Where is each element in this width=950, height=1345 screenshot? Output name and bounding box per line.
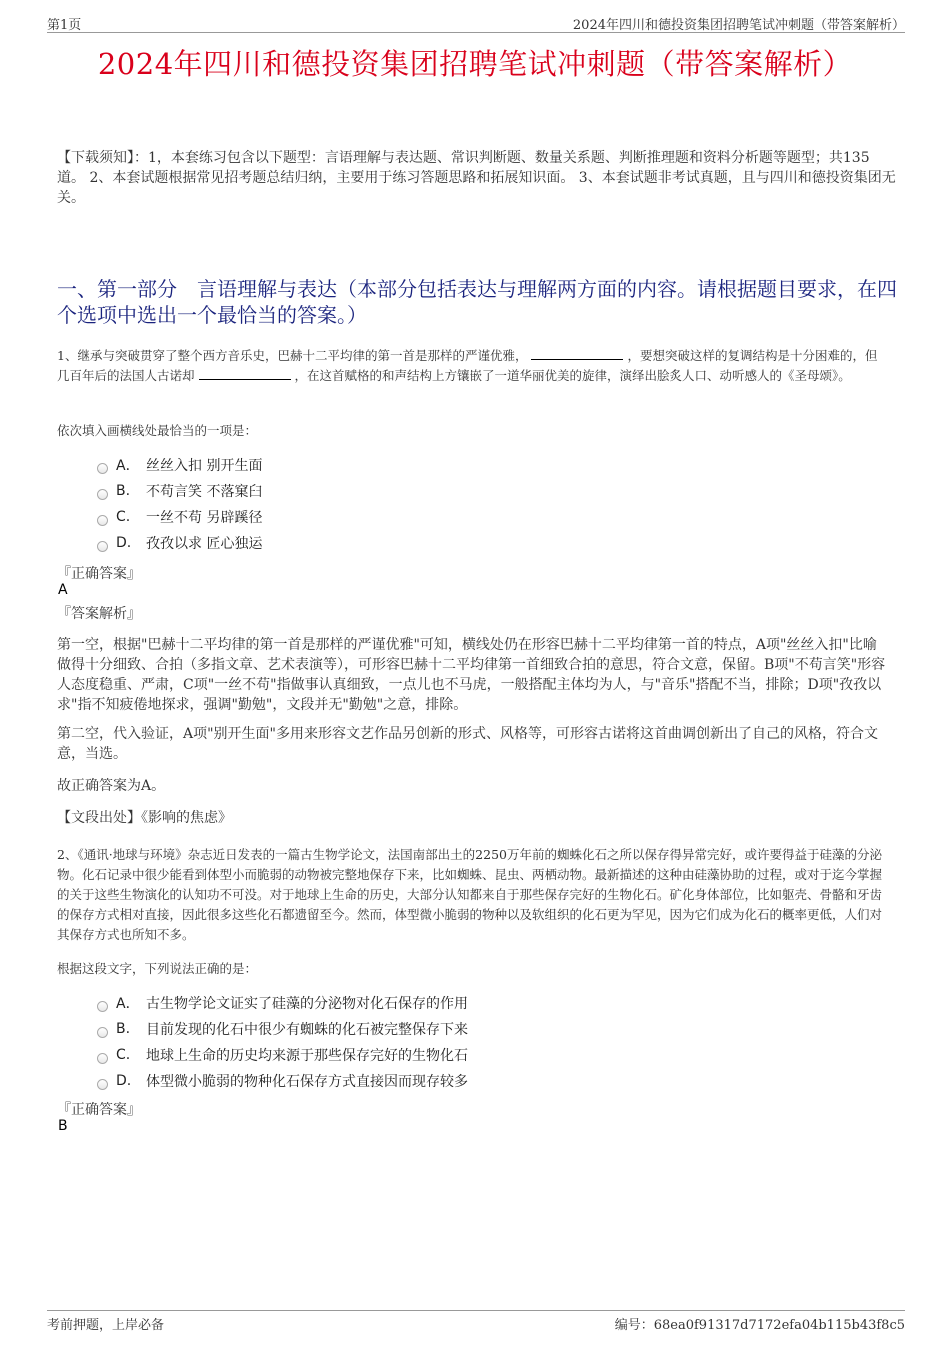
option-text: 一丝不苟 另辟蹊径 (146, 510, 263, 526)
stem-text: 1、继承与突破贯穿了整个西方音乐史，巴赫十二平均律的第一首是那样的严谨优雅， (57, 348, 528, 363)
analysis-conclusion: 故正确答案为A。 (57, 778, 166, 794)
stem-text: ，在这首赋格的和声结构上方镶嵌了一道华丽优美的旋律，演绎出脍炙人口、动听感人的《圣母颂》。 (294, 368, 851, 383)
correct-answer: A (58, 582, 68, 598)
radio-icon[interactable] (97, 1001, 108, 1012)
option-b[interactable] (97, 1016, 597, 1042)
question-2-stem: 2、《通讯·地球与环境》杂志近日发表的一篇古生物学论文，法国南部出土的2250万年前的蜘蛛化石之所以保存得异常完好，或许要得益于硅藻的分泌物。化石记录中很少能看到体型小而脆弱的动物被完整地保存下来，比如蜘蛛、昆虫、两栖动物。最新描述的这种由硅藻协助的过程，或对于迄今掌握的关于这些生物演化的认知功不可没。对于地球上生命的历史，大部分认知都来自于那些保存完好的生物化石。矿化身体部位，比如躯壳、骨骼和牙齿的保存方式相对直接，因此很多这些化石都遗留至今。然而，体型微小脆弱的物种以及软组织的化石更为罕见，因为它们成为化石的概率更低，人们对其保存方式也所知不多。 (57, 847, 883, 942)
option-letter: A． (116, 458, 140, 474)
fill-blank-2 (199, 367, 291, 380)
option-c[interactable] (97, 504, 597, 530)
option-text: 目前发现的化石中很少有蜘蛛的化石被完整保存下来 (146, 1022, 468, 1038)
option-text: 丝丝入扣 别开生面 (146, 458, 263, 474)
option-letter: B. (116, 1021, 131, 1037)
option-b[interactable] (97, 478, 597, 504)
radio-icon[interactable] (97, 489, 108, 500)
radio-icon[interactable] (97, 463, 108, 474)
option-letter: C. (116, 1047, 131, 1063)
stem-text: ，要想突破这样的复调结构是十分困难的，但几百年后的法国人古诺却 (57, 348, 878, 383)
question-2-options (97, 990, 597, 1094)
option-text: 古生物学论文证实了硅藻的分泌物对化石保存的作用 (146, 996, 468, 1012)
analysis-label: 『答案解析』 (57, 606, 141, 622)
option-text: 不苟言笑 不落窠臼 (146, 484, 263, 500)
footer-slogan: 考前押题，上岸必备 (47, 1318, 165, 1333)
radio-icon[interactable] (97, 1079, 108, 1090)
option-letter: D. (116, 535, 132, 551)
document-title: 2024年四川和德投资集团招聘笔试冲刺题（带答案解析） (97, 47, 853, 81)
option-letter: C. (116, 509, 131, 525)
fill-blank-1 (531, 347, 623, 360)
section-title: 一、第一部分 言语理解与表达（本部分包括表达与理解两方面的内容。请根据题目要求，在四个选项中选出一个最恰当的答案。） (57, 277, 897, 327)
page-header (47, 12, 905, 33)
question-1-prompt: 依次填入画横线处最恰当的一项是： (57, 423, 258, 438)
option-text: 孜孜以求 匠心独运 (146, 536, 263, 552)
analysis-paragraph-1: 第一空，根据"巴赫十二平均律的第一首是那样的严谨优雅"可知，横线处仍在形容巴赫十二平均律第一首的特点，A项"丝丝入扣"比喻做得十分细致、合拍（多指文章、艺术表演等），可形容巴赫十二平均律第一首细致合拍的意思，符合文意，保留。B项"不苟言笑"形容人态度稳重、严肃，C项"一丝不苟"指做事认真细致，一点儿也不马虎，一般搭配主体均为人，与"音乐"搭配不当，排除；D项"孜孜以求"指不知疲倦地探求，强调"勤勉"，文段并无"勤勉"之意，排除。 (57, 637, 886, 713)
header-doc-title: 2024年四川和德投资集团招聘笔试冲刺题（带答案解析） (572, 18, 905, 33)
correct-answer: B (58, 1118, 68, 1134)
option-d[interactable] (97, 530, 597, 556)
option-letter: B. (116, 483, 131, 499)
correct-answer-label: 『正确答案』 (57, 566, 141, 582)
option-text: 体型微小脆弱的物种化石保存方式直接因而现存较多 (146, 1074, 468, 1090)
option-text: 地球上生命的历史均来源于那些保存完好的生物化石 (146, 1048, 468, 1064)
passage-source: 【文段出处】《影响的焦虑》 (57, 810, 232, 826)
radio-icon[interactable] (97, 1053, 108, 1064)
analysis-paragraph-2: 第二空，代入验证，A项"别开生面"多用来形容文艺作品另创新的形式、风格等，可形容古诺将这首曲调创新出了自己的风格，符合文意，当选。 (57, 726, 878, 762)
option-letter: D. (116, 1073, 132, 1089)
document-serial: 编号：68ea0f91317d7172efa04b115b43f8c5 (614, 1318, 905, 1333)
question-1-stem (57, 346, 887, 386)
option-c[interactable] (97, 1042, 597, 1068)
download-notice: 【下载须知】：1，本套练习包含以下题型：言语理解与表达题、常识判断题、数量关系题、判断推理题和资料分析题等题型；共135道。 2、本套试题根据常见招考题总结归纳，主要用于练习答题思路和拓展知识面。 3、本套试题非考试真题，且与四川和德投资集团无关。 (57, 150, 896, 206)
option-a[interactable] (97, 452, 597, 478)
option-d[interactable] (97, 1068, 597, 1094)
option-a[interactable] (97, 990, 597, 1016)
question-1-options (97, 452, 597, 556)
page-number: 第1页 (47, 18, 82, 33)
option-letter: A． (116, 996, 140, 1012)
radio-icon[interactable] (97, 515, 108, 526)
question-2-prompt: 根据这段文字，下列说法正确的是： (57, 961, 258, 976)
page-footer (47, 1310, 905, 1331)
radio-icon[interactable] (97, 1027, 108, 1038)
radio-icon[interactable] (97, 541, 108, 552)
correct-answer-label: 『正确答案』 (57, 1102, 141, 1118)
